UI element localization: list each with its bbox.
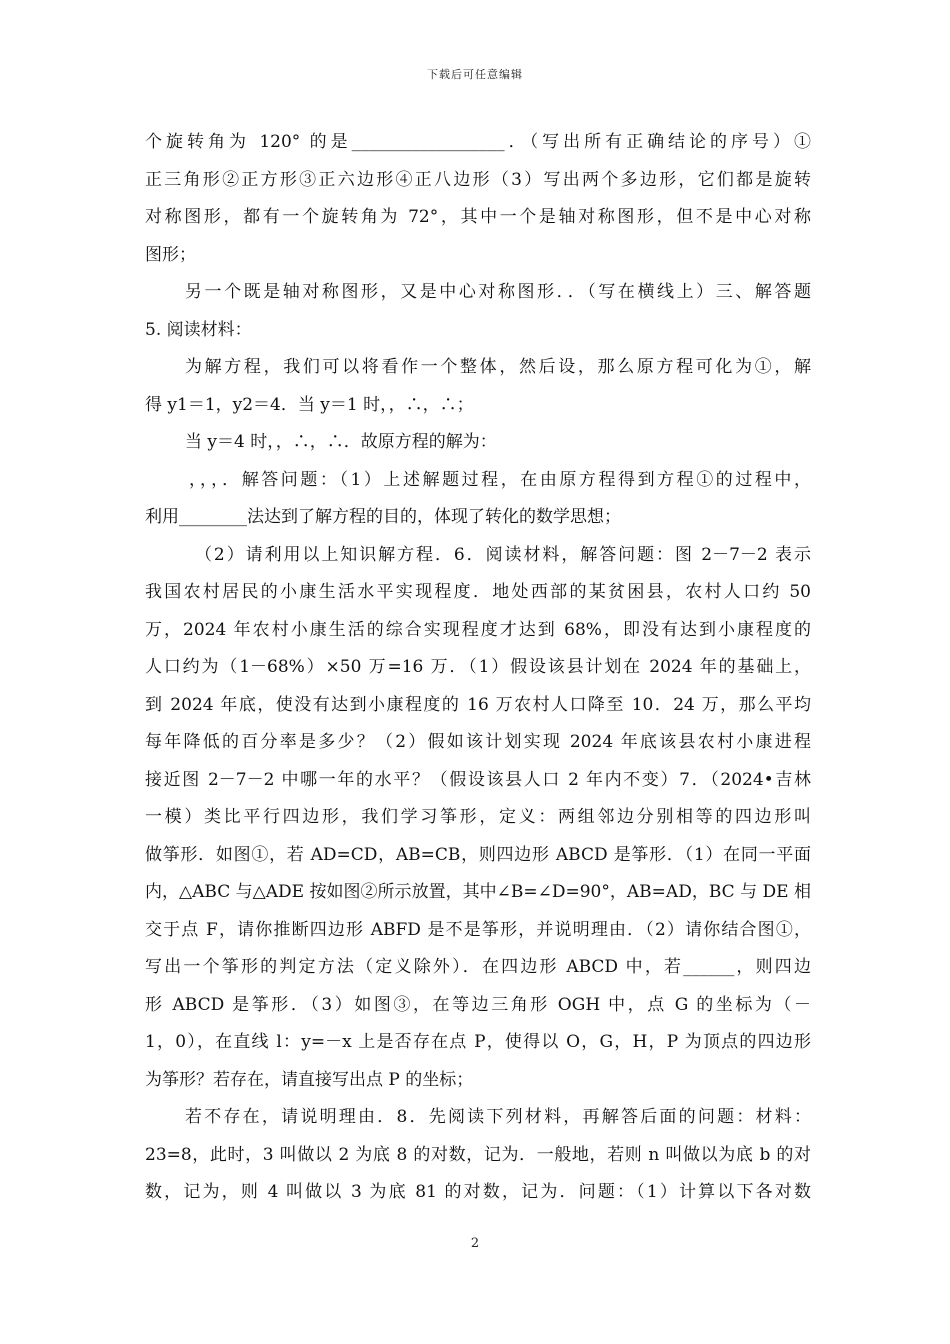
text-line: 内，△ABC 与△ADE 按如图②所示放置，其中∠B=∠D=90°，AB=AD，BC 与 DE 相: [145, 882, 811, 902]
text-line: 做筝形．如图①，若 AD=CD，AB=CB，则四边形 ABCD 是筝形．（1）在同一平面: [145, 844, 811, 865]
text-line: 接近图 2－7－2 中哪一年的水平？（假设该县人口 2 年内不变）7．（2024•吉林: [145, 769, 811, 790]
text-line: 一模）类比平行四边形，我们学习筝形，定义：两组邻边分别相等的四边形叫: [145, 807, 811, 827]
text-line: 写出一个筝形的判定方法（定义除外）．在四边形 ABCD 中，若______，则四边: [145, 957, 811, 977]
text-line: （2）请利用以上知识解方程．6．阅读材料，解答问题：图 2－7－2 表示: [195, 544, 811, 565]
text-line: 为筝形？若存在，请直接写出点 P 的坐标；: [145, 1069, 474, 1090]
page-number: 2: [470, 1236, 480, 1251]
text-line: 人口约为（1－68%）×50 万=16 万．（1）假设该县计划在 2024 年的基础上，: [145, 657, 811, 677]
text-line: ，，，．解答问题：（1）上述解题过程，在由原方程得到方程①的过程中，: [189, 469, 811, 490]
text-line: 交于点 F，请你推断四边形 ABFD 是不是筝形，并说明理由．（2）请你结合图①，: [145, 919, 811, 940]
text-line: 另一个既是轴对称图形，又是中心对称图形．．（写在横线上）三、解答题: [185, 282, 811, 302]
text-line: 23=8，此时，3 叫做以 2 为底 8 的对数，记为．一般地，若则 n 叫做以为底 b 的对: [145, 1144, 811, 1165]
text-line: 1，0），在直线 l：y=－x 上是否存在点 P，使得以 O，G，H，P 为顶点的四边形: [145, 1032, 811, 1052]
text-line: 我国农村居民的小康生活水平实现程度．地处西部的某贫困县，农村人口约 50: [145, 582, 811, 602]
text-line: 若不存在，请说明理由．8．先阅读下列材料，再解答后面的问题：材料：: [185, 1107, 811, 1127]
document-body: [145, 124, 811, 1212]
text-line: 形 ABCD 是筝形．（3）如图③，在等边三角形 OGH 中，点 G 的坐标为（－: [145, 994, 811, 1015]
text-line: 利用________法达到了解方程的目的，体现了转化的数学思想；: [145, 507, 621, 527]
text-line: 5. 阅读材料：: [145, 319, 252, 340]
page-header: 下载后可任意编辑: [427, 68, 523, 81]
text-line: 对称图形，都有一个旋转角为 72°，其中一个是轴对称图形，但不是中心对称: [145, 207, 811, 227]
text-line: 正三角形②正方形③正六边形④正八边形（3）写出两个多边形，它们都是旋转: [145, 169, 811, 190]
text-line: 万，2024 年农村小康生活的综合实现程度才达到 68%，即没有达到小康程度的: [145, 619, 811, 640]
text-line: 为解方程，我们可以将看作一个整体，然后设，那么原方程可化为①，解: [185, 357, 811, 377]
text-line: 每年降低的百分率是多少？（2）假如该计划实现 2024 年底该县农村小康进程: [145, 732, 811, 752]
text-line: 当 y＝4 时，，∴，∴．故原方程的解为：: [185, 432, 497, 452]
text-line: 个旋转角为 120° 的是__________________．（写出所有正确结论的序号）①: [145, 132, 811, 152]
text-line: 到 2024 年底，使没有达到小康程度的 16 万农村人口降至 10．24 万，那么平均: [145, 694, 811, 715]
text-line: 得 y1＝1，y2＝4．当 y＝1 时，，∴，∴；: [145, 394, 474, 415]
text-line: 数，记为，则 4 叫做以 3 为底 81 的对数，记为．问题：（1）计算以下各对数: [145, 1182, 811, 1202]
text-line: 图形；: [145, 244, 196, 265]
